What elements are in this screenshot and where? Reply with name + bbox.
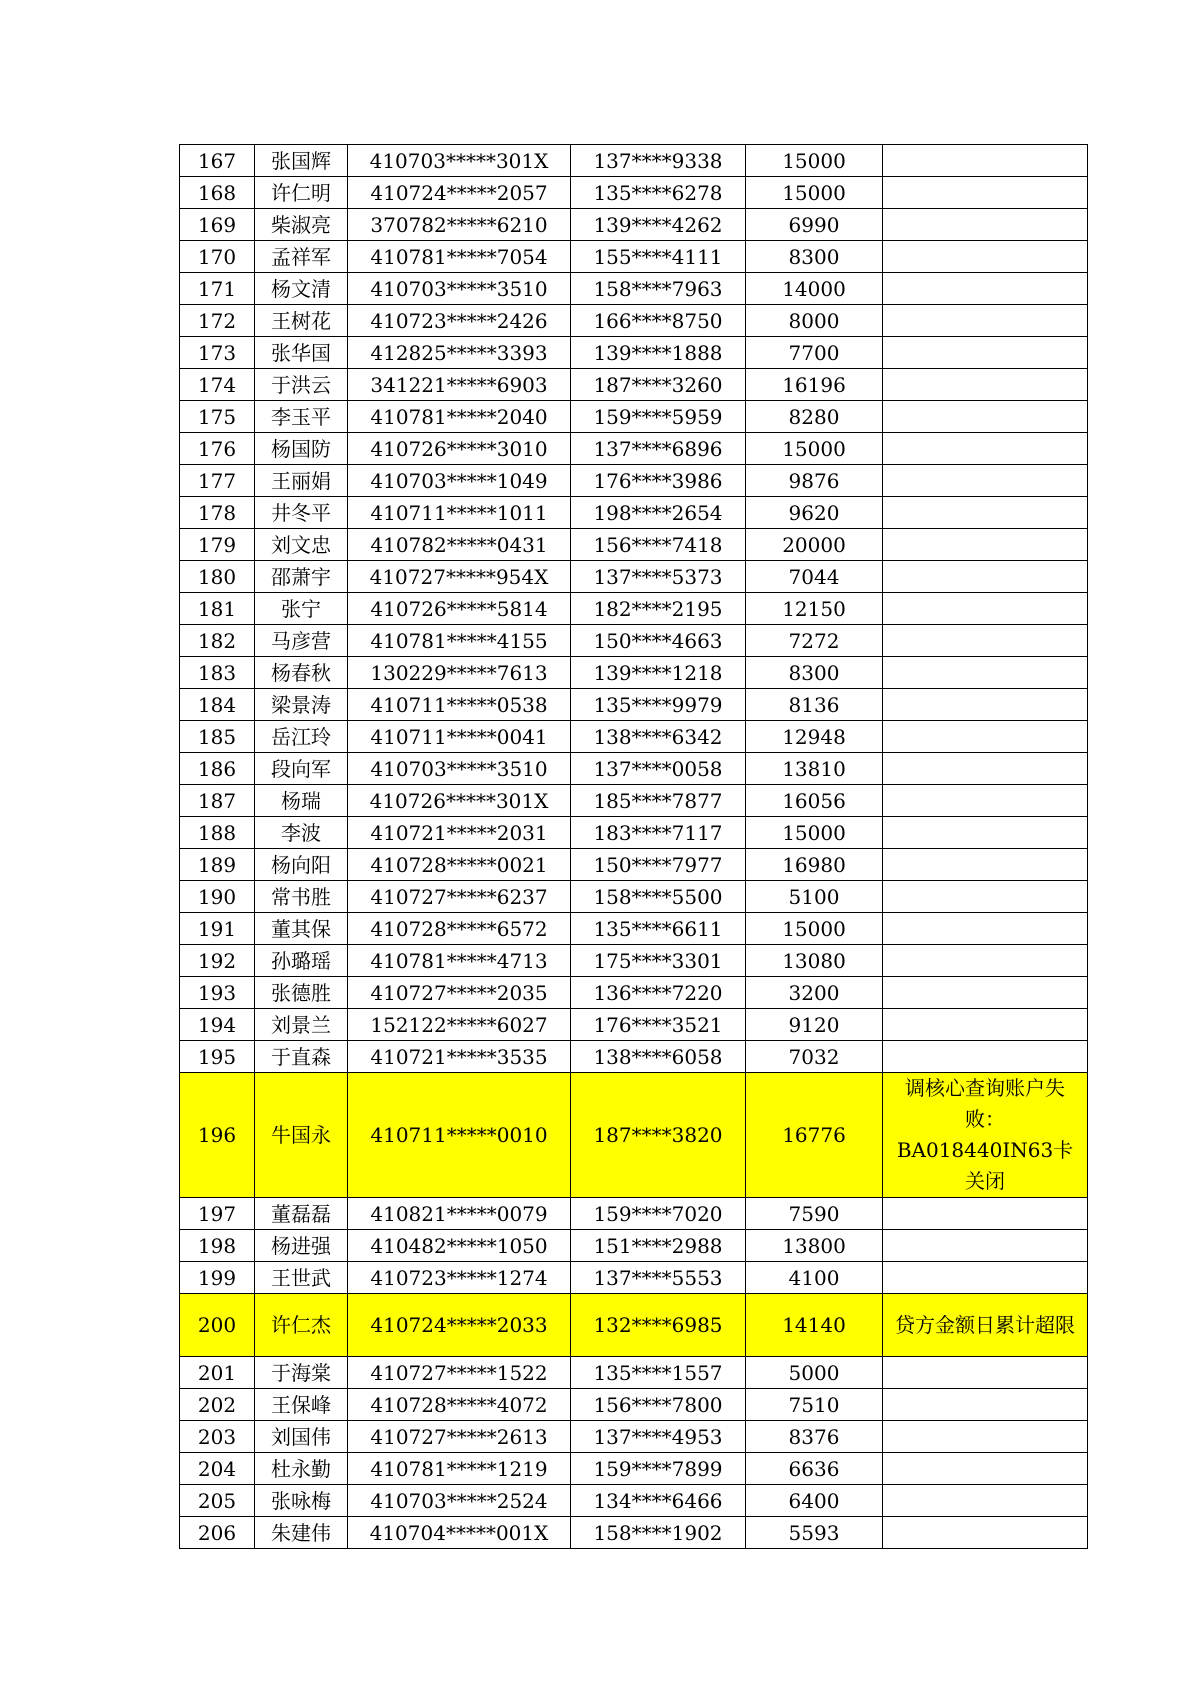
row-number-cell: 184 xyxy=(180,689,255,721)
amount-cell: 7272 xyxy=(746,625,883,657)
row-number-cell: 203 xyxy=(180,1421,255,1453)
phone-cell: 187****3820 xyxy=(571,1073,746,1198)
table-row xyxy=(180,1009,1088,1041)
name-cell: 杨瑞 xyxy=(255,785,348,817)
note-cell xyxy=(883,273,1088,305)
name-cell: 杨春秋 xyxy=(255,657,348,689)
amount-cell: 8136 xyxy=(746,689,883,721)
phone-cell: 135****1557 xyxy=(571,1357,746,1389)
id-number-cell: 410482*****1050 xyxy=(348,1230,571,1262)
note-cell xyxy=(883,529,1088,561)
row-number-cell: 198 xyxy=(180,1230,255,1262)
name-cell: 张华国 xyxy=(255,337,348,369)
row-number-cell: 187 xyxy=(180,785,255,817)
amount-cell: 4100 xyxy=(746,1262,883,1294)
row-number-cell: 171 xyxy=(180,273,255,305)
id-number-cell: 410781*****7054 xyxy=(348,241,571,273)
note-cell xyxy=(883,497,1088,529)
id-number-cell: 410726*****3010 xyxy=(348,433,571,465)
id-number-cell: 410724*****2033 xyxy=(348,1294,571,1357)
id-number-cell: 130229*****7613 xyxy=(348,657,571,689)
id-number-cell: 410781*****4713 xyxy=(348,945,571,977)
amount-cell: 16056 xyxy=(746,785,883,817)
name-cell: 于直森 xyxy=(255,1041,348,1073)
name-cell: 王丽娟 xyxy=(255,465,348,497)
row-number-cell: 191 xyxy=(180,913,255,945)
phone-cell: 158****5500 xyxy=(571,881,746,913)
note-cell xyxy=(883,849,1088,881)
note-cell xyxy=(883,1453,1088,1485)
table-row xyxy=(180,145,1088,177)
phone-cell: 166****8750 xyxy=(571,305,746,337)
note-cell xyxy=(883,433,1088,465)
table-row xyxy=(180,433,1088,465)
row-number-cell: 186 xyxy=(180,753,255,785)
note-cell xyxy=(883,977,1088,1009)
name-cell: 刘景兰 xyxy=(255,1009,348,1041)
phone-cell: 155****4111 xyxy=(571,241,746,273)
note-cell xyxy=(883,1485,1088,1517)
phone-cell: 176****3986 xyxy=(571,465,746,497)
id-number-cell: 410724*****2057 xyxy=(348,177,571,209)
table-row xyxy=(180,1357,1088,1389)
id-number-cell: 410704*****001X xyxy=(348,1517,571,1549)
amount-cell: 5593 xyxy=(746,1517,883,1549)
row-number-cell: 190 xyxy=(180,881,255,913)
name-cell: 李玉平 xyxy=(255,401,348,433)
note-cell xyxy=(883,913,1088,945)
phone-cell: 159****5959 xyxy=(571,401,746,433)
phone-cell: 150****4663 xyxy=(571,625,746,657)
table-row xyxy=(180,497,1088,529)
amount-cell: 3200 xyxy=(746,977,883,1009)
note-cell xyxy=(883,1389,1088,1421)
amount-cell: 5000 xyxy=(746,1357,883,1389)
amount-cell: 7700 xyxy=(746,337,883,369)
name-cell: 孙璐瑶 xyxy=(255,945,348,977)
row-number-cell: 181 xyxy=(180,593,255,625)
note-cell xyxy=(883,657,1088,689)
name-cell: 朱建伟 xyxy=(255,1517,348,1549)
id-number-cell: 410728*****6572 xyxy=(348,913,571,945)
id-number-cell: 410781*****1219 xyxy=(348,1453,571,1485)
id-number-cell: 410703*****2524 xyxy=(348,1485,571,1517)
amount-cell: 15000 xyxy=(746,913,883,945)
phone-cell: 151****2988 xyxy=(571,1230,746,1262)
row-number-cell: 179 xyxy=(180,529,255,561)
table-row xyxy=(180,785,1088,817)
note-cell xyxy=(883,1230,1088,1262)
phone-cell: 175****3301 xyxy=(571,945,746,977)
table-row xyxy=(180,721,1088,753)
phone-cell: 134****6466 xyxy=(571,1485,746,1517)
table-row xyxy=(180,529,1088,561)
note-cell xyxy=(883,337,1088,369)
phone-cell: 135****9979 xyxy=(571,689,746,721)
name-cell: 杨进强 xyxy=(255,1230,348,1262)
id-number-cell: 410782*****0431 xyxy=(348,529,571,561)
note-cell xyxy=(883,1262,1088,1294)
name-cell: 张德胜 xyxy=(255,977,348,1009)
phone-cell: 150****7977 xyxy=(571,849,746,881)
amount-cell: 16980 xyxy=(746,849,883,881)
table-row xyxy=(180,465,1088,497)
name-cell: 牛国永 xyxy=(255,1073,348,1198)
name-cell: 许仁杰 xyxy=(255,1294,348,1357)
id-number-cell: 410711*****0010 xyxy=(348,1073,571,1198)
table-row xyxy=(180,1294,1088,1357)
table-row xyxy=(180,305,1088,337)
amount-cell: 7510 xyxy=(746,1389,883,1421)
amount-cell: 15000 xyxy=(746,817,883,849)
name-cell: 张咏梅 xyxy=(255,1485,348,1517)
row-number-cell: 206 xyxy=(180,1517,255,1549)
phone-cell: 137****9338 xyxy=(571,145,746,177)
phone-cell: 135****6611 xyxy=(571,913,746,945)
name-cell: 常书胜 xyxy=(255,881,348,913)
phone-cell: 136****7220 xyxy=(571,977,746,1009)
note-cell xyxy=(883,945,1088,977)
table-row xyxy=(180,1389,1088,1421)
table-row xyxy=(180,657,1088,689)
amount-cell: 6400 xyxy=(746,1485,883,1517)
id-number-cell: 410721*****2031 xyxy=(348,817,571,849)
row-number-cell: 167 xyxy=(180,145,255,177)
id-number-cell: 410703*****301X xyxy=(348,145,571,177)
name-cell: 井冬平 xyxy=(255,497,348,529)
note-cell xyxy=(883,881,1088,913)
table-row xyxy=(180,753,1088,785)
row-number-cell: 170 xyxy=(180,241,255,273)
note-cell xyxy=(883,177,1088,209)
note-cell xyxy=(883,625,1088,657)
amount-cell: 9120 xyxy=(746,1009,883,1041)
name-cell: 张国辉 xyxy=(255,145,348,177)
phone-cell: 139****1218 xyxy=(571,657,746,689)
amount-cell: 15000 xyxy=(746,433,883,465)
name-cell: 董其保 xyxy=(255,913,348,945)
row-number-cell: 195 xyxy=(180,1041,255,1073)
amount-cell: 8300 xyxy=(746,657,883,689)
note-cell xyxy=(883,465,1088,497)
phone-cell: 187****3260 xyxy=(571,369,746,401)
note-cell xyxy=(883,1517,1088,1549)
table-row xyxy=(180,1198,1088,1230)
name-cell: 于洪云 xyxy=(255,369,348,401)
amount-cell: 15000 xyxy=(746,177,883,209)
amount-cell: 13810 xyxy=(746,753,883,785)
table-row xyxy=(180,1421,1088,1453)
table-row xyxy=(180,337,1088,369)
table-row xyxy=(180,593,1088,625)
row-number-cell: 178 xyxy=(180,497,255,529)
note-cell xyxy=(883,401,1088,433)
phone-cell: 158****1902 xyxy=(571,1517,746,1549)
phone-cell: 139****1888 xyxy=(571,337,746,369)
id-number-cell: 410727*****2035 xyxy=(348,977,571,1009)
phone-cell: 132****6985 xyxy=(571,1294,746,1357)
id-number-cell: 410711*****0041 xyxy=(348,721,571,753)
amount-cell: 12150 xyxy=(746,593,883,625)
amount-cell: 13800 xyxy=(746,1230,883,1262)
row-number-cell: 176 xyxy=(180,433,255,465)
row-number-cell: 169 xyxy=(180,209,255,241)
note-cell: 调核心查询账户失败：BA018440IN63卡关闭 xyxy=(883,1073,1088,1198)
table-row xyxy=(180,401,1088,433)
note-cell xyxy=(883,721,1088,753)
table-row xyxy=(180,1485,1088,1517)
phone-cell: 176****3521 xyxy=(571,1009,746,1041)
name-cell: 刘国伟 xyxy=(255,1421,348,1453)
name-cell: 杨向阳 xyxy=(255,849,348,881)
name-cell: 段向军 xyxy=(255,753,348,785)
name-cell: 邵萧宇 xyxy=(255,561,348,593)
amount-cell: 16776 xyxy=(746,1073,883,1198)
amount-cell: 8280 xyxy=(746,401,883,433)
id-number-cell: 410726*****301X xyxy=(348,785,571,817)
name-cell: 马彦营 xyxy=(255,625,348,657)
row-number-cell: 174 xyxy=(180,369,255,401)
name-cell: 王树花 xyxy=(255,305,348,337)
id-number-cell: 410728*****4072 xyxy=(348,1389,571,1421)
table-row xyxy=(180,849,1088,881)
table-row xyxy=(180,1262,1088,1294)
phone-cell: 156****7800 xyxy=(571,1389,746,1421)
amount-cell: 20000 xyxy=(746,529,883,561)
name-cell: 孟祥军 xyxy=(255,241,348,273)
note-cell xyxy=(883,209,1088,241)
amount-cell: 14000 xyxy=(746,273,883,305)
id-number-cell: 410703*****3510 xyxy=(348,753,571,785)
name-cell: 王保峰 xyxy=(255,1389,348,1421)
row-number-cell: 197 xyxy=(180,1198,255,1230)
row-number-cell: 201 xyxy=(180,1357,255,1389)
row-number-cell: 196 xyxy=(180,1073,255,1198)
amount-cell: 13080 xyxy=(746,945,883,977)
amount-cell: 7032 xyxy=(746,1041,883,1073)
note-cell xyxy=(883,561,1088,593)
name-cell: 于海棠 xyxy=(255,1357,348,1389)
row-number-cell: 175 xyxy=(180,401,255,433)
phone-cell: 182****2195 xyxy=(571,593,746,625)
amount-cell: 14140 xyxy=(746,1294,883,1357)
id-number-cell: 410723*****1274 xyxy=(348,1262,571,1294)
id-number-cell: 410721*****3535 xyxy=(348,1041,571,1073)
row-number-cell: 173 xyxy=(180,337,255,369)
phone-cell: 138****6058 xyxy=(571,1041,746,1073)
row-number-cell: 182 xyxy=(180,625,255,657)
note-cell: 贷方金额日累计超限 xyxy=(883,1294,1088,1357)
table-row xyxy=(180,977,1088,1009)
note-cell xyxy=(883,785,1088,817)
table-row xyxy=(180,273,1088,305)
amount-cell: 8376 xyxy=(746,1421,883,1453)
amount-cell: 7044 xyxy=(746,561,883,593)
note-cell xyxy=(883,305,1088,337)
table-row xyxy=(180,625,1088,657)
name-cell: 柴淑亮 xyxy=(255,209,348,241)
phone-cell: 158****7963 xyxy=(571,273,746,305)
note-cell xyxy=(883,1198,1088,1230)
table-row xyxy=(180,881,1088,913)
table-row xyxy=(180,913,1088,945)
phone-cell: 159****7020 xyxy=(571,1198,746,1230)
row-number-cell: 189 xyxy=(180,849,255,881)
table-row xyxy=(180,1073,1088,1198)
name-cell: 刘文忠 xyxy=(255,529,348,561)
id-number-cell: 410781*****4155 xyxy=(348,625,571,657)
phone-cell: 137****4953 xyxy=(571,1421,746,1453)
row-number-cell: 192 xyxy=(180,945,255,977)
note-cell xyxy=(883,753,1088,785)
id-number-cell: 410781*****2040 xyxy=(348,401,571,433)
phone-cell: 137****6896 xyxy=(571,433,746,465)
amount-cell: 6990 xyxy=(746,209,883,241)
id-number-cell: 410728*****0021 xyxy=(348,849,571,881)
records-table-body xyxy=(180,145,1088,1549)
name-cell: 张宁 xyxy=(255,593,348,625)
id-number-cell: 410727*****2613 xyxy=(348,1421,571,1453)
table-row xyxy=(180,945,1088,977)
row-number-cell: 205 xyxy=(180,1485,255,1517)
id-number-cell: 152122*****6027 xyxy=(348,1009,571,1041)
table-row xyxy=(180,177,1088,209)
row-number-cell: 172 xyxy=(180,305,255,337)
note-cell xyxy=(883,145,1088,177)
name-cell: 董磊磊 xyxy=(255,1198,348,1230)
amount-cell: 12948 xyxy=(746,721,883,753)
row-number-cell: 194 xyxy=(180,1009,255,1041)
id-number-cell: 410703*****1049 xyxy=(348,465,571,497)
amount-cell: 8300 xyxy=(746,241,883,273)
phone-cell: 139****4262 xyxy=(571,209,746,241)
id-number-cell: 410703*****3510 xyxy=(348,273,571,305)
amount-cell: 6636 xyxy=(746,1453,883,1485)
note-cell xyxy=(883,1357,1088,1389)
note-cell xyxy=(883,689,1088,721)
name-cell: 岳江玲 xyxy=(255,721,348,753)
phone-cell: 185****7877 xyxy=(571,785,746,817)
id-number-cell: 410727*****1522 xyxy=(348,1357,571,1389)
table-row xyxy=(180,1041,1088,1073)
row-number-cell: 168 xyxy=(180,177,255,209)
note-cell xyxy=(883,817,1088,849)
row-number-cell: 180 xyxy=(180,561,255,593)
row-number-cell: 177 xyxy=(180,465,255,497)
id-number-cell: 410723*****2426 xyxy=(348,305,571,337)
amount-cell: 7590 xyxy=(746,1198,883,1230)
records-table xyxy=(179,144,1088,1549)
phone-cell: 198****2654 xyxy=(571,497,746,529)
name-cell: 杨文清 xyxy=(255,273,348,305)
id-number-cell: 370782*****6210 xyxy=(348,209,571,241)
table-row xyxy=(180,817,1088,849)
note-cell xyxy=(883,1421,1088,1453)
name-cell: 梁景涛 xyxy=(255,689,348,721)
row-number-cell: 183 xyxy=(180,657,255,689)
row-number-cell: 200 xyxy=(180,1294,255,1357)
name-cell: 杨国防 xyxy=(255,433,348,465)
name-cell: 许仁明 xyxy=(255,177,348,209)
phone-cell: 135****6278 xyxy=(571,177,746,209)
table-row xyxy=(180,561,1088,593)
amount-cell: 16196 xyxy=(746,369,883,401)
table-row xyxy=(180,209,1088,241)
phone-cell: 138****6342 xyxy=(571,721,746,753)
row-number-cell: 188 xyxy=(180,817,255,849)
amount-cell: 9876 xyxy=(746,465,883,497)
table-row xyxy=(180,1453,1088,1485)
id-number-cell: 412825*****3393 xyxy=(348,337,571,369)
name-cell: 杜永勤 xyxy=(255,1453,348,1485)
phone-cell: 137****5373 xyxy=(571,561,746,593)
id-number-cell: 410711*****0538 xyxy=(348,689,571,721)
name-cell: 李波 xyxy=(255,817,348,849)
phone-cell: 159****7899 xyxy=(571,1453,746,1485)
phone-cell: 183****7117 xyxy=(571,817,746,849)
id-number-cell: 341221*****6903 xyxy=(348,369,571,401)
row-number-cell: 185 xyxy=(180,721,255,753)
note-cell xyxy=(883,1041,1088,1073)
amount-cell: 15000 xyxy=(746,145,883,177)
table-row xyxy=(180,241,1088,273)
id-number-cell: 410711*****1011 xyxy=(348,497,571,529)
note-cell xyxy=(883,369,1088,401)
amount-cell: 5100 xyxy=(746,881,883,913)
phone-cell: 137****0058 xyxy=(571,753,746,785)
table-row xyxy=(180,369,1088,401)
note-cell xyxy=(883,241,1088,273)
row-number-cell: 193 xyxy=(180,977,255,1009)
row-number-cell: 202 xyxy=(180,1389,255,1421)
id-number-cell: 410727*****6237 xyxy=(348,881,571,913)
amount-cell: 8000 xyxy=(746,305,883,337)
row-number-cell: 199 xyxy=(180,1262,255,1294)
id-number-cell: 410727*****954X xyxy=(348,561,571,593)
id-number-cell: 410821*****0079 xyxy=(348,1198,571,1230)
note-cell xyxy=(883,593,1088,625)
table-row xyxy=(180,689,1088,721)
table-row xyxy=(180,1517,1088,1549)
phone-cell: 137****5553 xyxy=(571,1262,746,1294)
id-number-cell: 410726*****5814 xyxy=(348,593,571,625)
table-row xyxy=(180,1230,1088,1262)
amount-cell: 9620 xyxy=(746,497,883,529)
phone-cell: 156****7418 xyxy=(571,529,746,561)
row-number-cell: 204 xyxy=(180,1453,255,1485)
name-cell: 王世武 xyxy=(255,1262,348,1294)
note-cell xyxy=(883,1009,1088,1041)
